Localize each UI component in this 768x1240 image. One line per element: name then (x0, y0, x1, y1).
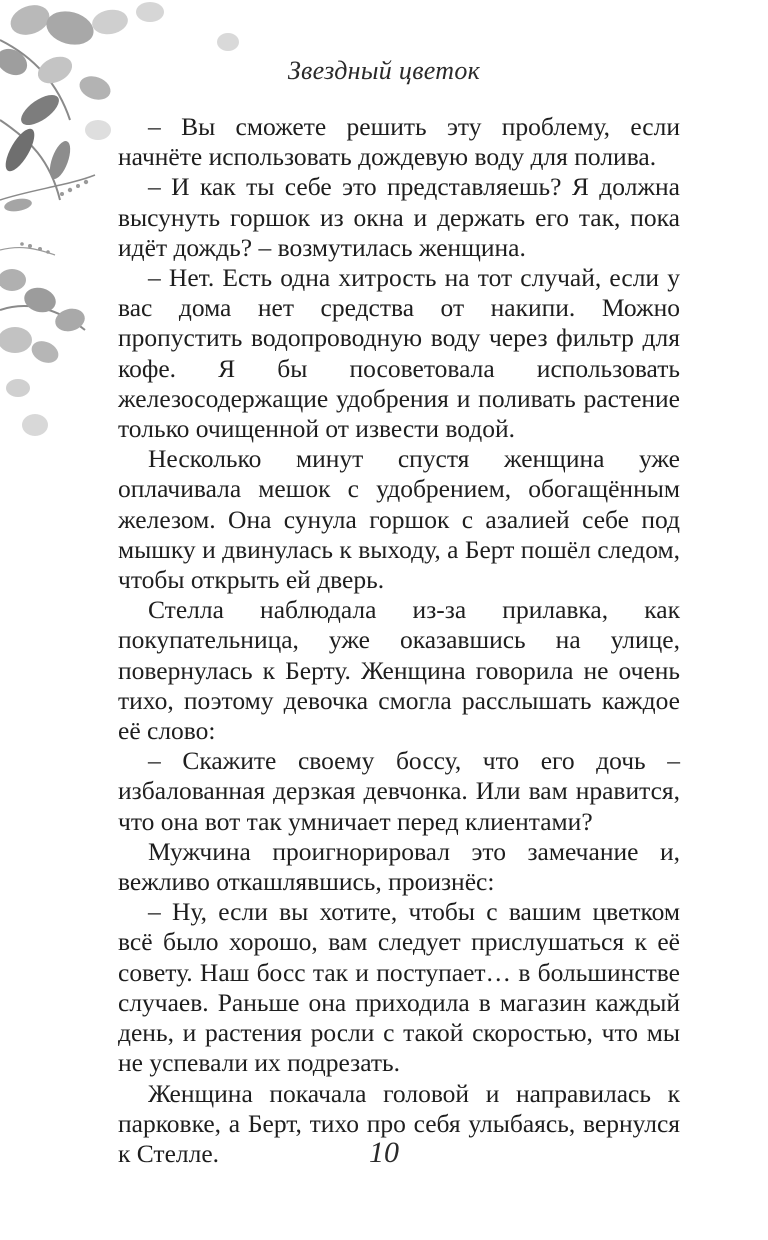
page-number: 10 (369, 1136, 399, 1169)
running-head: Звездный цветок (287, 56, 481, 85)
paragraph: – Нет. Есть одна хитрость на тот случай, если у вас дома нет средства от накипи. Можно пропустить водопроводную воду через фильтр для кофе. Я бы посоветовала использовать железосодержащие удобрения и поливать растение только очищенной от извести водой. (118, 263, 680, 444)
paragraph: Женщина покачала головой и направилась к парковке, а Берт, тихо про себя улыбаясь, вернулся к Стелле. (118, 1078, 680, 1168)
paragraph: – Вы сможете решить эту проблему, если начнёте использовать дождевую воду для полива. (118, 112, 680, 172)
paragraph: Стелла наблюдала из-за прилавка, как покупательница, уже оказавшись на улице, повернулась к Берту. Женщина говорила не очень тихо, поэтому девочка смогла расслышать каждое её слово: (118, 595, 680, 746)
paragraph: – И как ты себе это представляешь? Я должна высунуть горшок из окна и держать его так, пока идёт дождь? – возмутилась женщина. (118, 172, 680, 262)
paragraph: – Скажите своему боссу, что его дочь – избалованная дерзкая девчонка. Или вам нравится, что она вот так умничает перед клиентами? (118, 746, 680, 836)
paragraph: – Ну, если вы хотите, чтобы с вашим цветком всё было хорошо, вам следует прислушаться к её совету. Наш босс так и поступает… в большинстве случаев. Раньше она приходила в магазин каждый день, и растения росли с такой скоростью, что мы не успевали их подрезать. (118, 897, 680, 1078)
paragraph: Мужчина проигнорировал это замечание и, вежливо откашлявшись, произнёс: (118, 836, 680, 897)
paragraph: Несколько минут спустя женщина уже оплачивала мешок с удобрением, обогащённым железом. Она сунула горшок с азалией себе под мышку и двинулась к выходу, а Берт пошёл следом, чтобы открыть ей дверь. (118, 444, 680, 595)
body-text (118, 112, 680, 1169)
